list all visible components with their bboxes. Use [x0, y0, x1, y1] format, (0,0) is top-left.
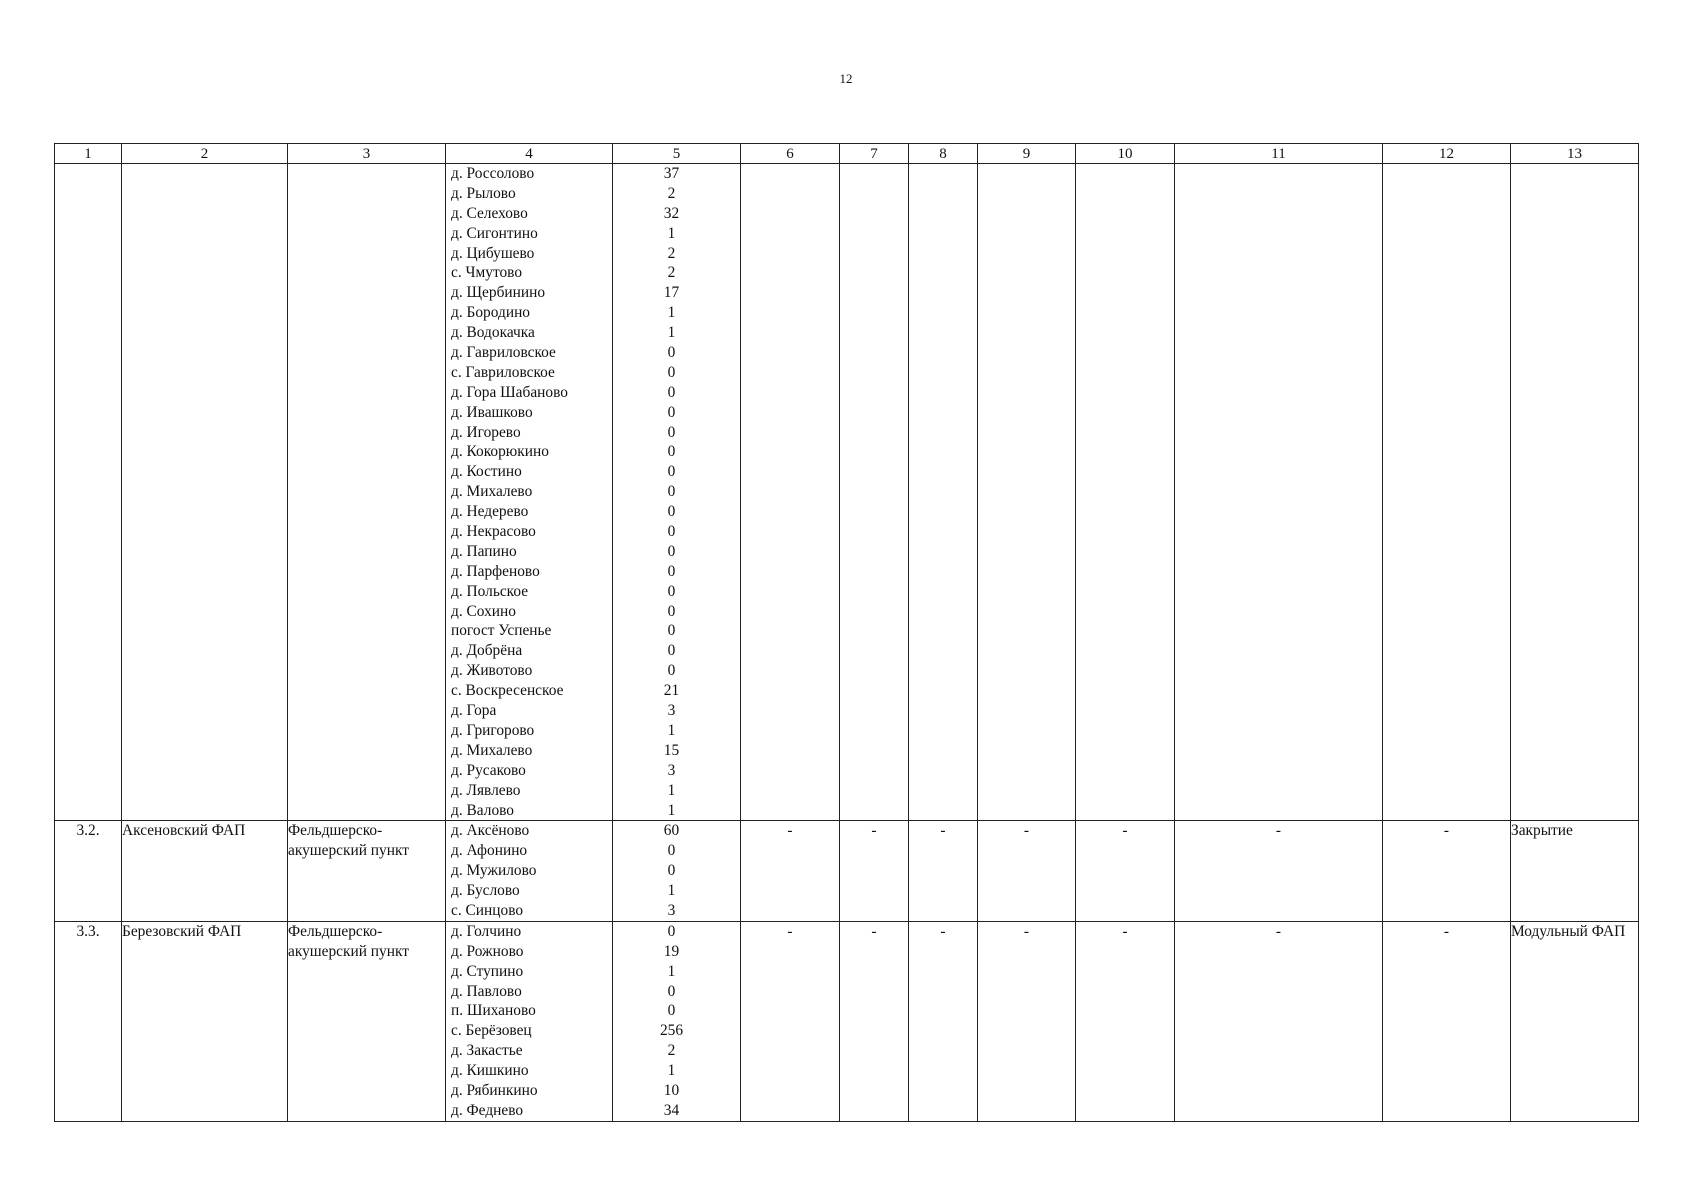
population-count: 1: [667, 1062, 676, 1080]
population-count: 19: [663, 942, 680, 960]
population-count: 1: [667, 324, 676, 342]
population-count: 17: [663, 284, 680, 302]
facility-name: [122, 164, 288, 821]
locality-name: д. Мужилово: [451, 862, 537, 880]
column-11-value: -: [1175, 821, 1383, 921]
header-cell: 11: [1175, 144, 1383, 164]
table-body: [55, 164, 1639, 1122]
population-count: 0: [667, 463, 676, 481]
column-10-value: -: [1076, 821, 1175, 921]
population-count: 34: [663, 1101, 680, 1119]
locality-name: д. Костино: [451, 463, 522, 481]
locality-name: д. Феднево: [451, 1101, 524, 1119]
column-12-value: [1383, 164, 1511, 821]
population-count: 37: [663, 165, 680, 182]
localities-cell: [446, 821, 613, 921]
note-cell: [1511, 164, 1639, 821]
settlements-table: [54, 143, 1639, 1122]
locality-name: д. Папино: [451, 542, 517, 560]
locality-name: д. Водокачка: [451, 324, 535, 342]
header-cell: 9: [978, 144, 1076, 164]
locality-name: д. Михалево: [451, 741, 533, 759]
column-10-value: [1076, 164, 1175, 821]
locality-name: д. Польское: [451, 582, 529, 600]
locality-name: д. Голчино: [451, 922, 522, 940]
population-count: 2: [667, 184, 676, 202]
population-count: 0: [667, 622, 676, 640]
population-count: 0: [667, 403, 676, 421]
column-7-value: -: [840, 821, 909, 921]
population-count: 256: [659, 1022, 684, 1040]
population-count: 10: [663, 1081, 680, 1099]
header-cell: 5: [613, 144, 741, 164]
locality-name: д. Бородино: [451, 304, 531, 322]
locality-name: д. Игорево: [451, 423, 521, 441]
population-count: 0: [667, 542, 676, 560]
column-8-value: -: [909, 921, 978, 1121]
header-cell: 7: [840, 144, 909, 164]
population-count: 0: [667, 443, 676, 461]
population-count: 3: [667, 901, 676, 919]
locality-name: д. Рожново: [451, 942, 524, 960]
table-row: [55, 921, 1639, 1121]
population-count: 3: [667, 761, 676, 779]
population-count: 21: [663, 682, 680, 700]
locality-name: п. Шиханово: [451, 1002, 536, 1020]
facility-name: Березовский ФАП: [122, 921, 288, 1121]
locality-name: д. Рылово: [451, 184, 516, 202]
header-cell: 2: [122, 144, 288, 164]
population-count: 0: [667, 363, 676, 381]
population-count: 3: [667, 702, 676, 720]
table-row: [55, 821, 1639, 921]
header-cell: 13: [1511, 144, 1639, 164]
column-11-value: -: [1175, 921, 1383, 1121]
column-6-value: [741, 164, 840, 821]
locality-name: с. Чмутово: [451, 264, 523, 282]
locality-name: д. Ивашково: [451, 403, 533, 421]
column-7-value: -: [840, 921, 909, 1121]
note-cell: Закрытие: [1511, 821, 1639, 921]
column-9-value: -: [978, 821, 1076, 921]
locality-name: д. Некрасово: [451, 523, 536, 541]
column-8-value: [909, 164, 978, 821]
facility-name: Аксеновский ФАП: [122, 821, 288, 921]
locality-name: д. Михалево: [451, 483, 533, 501]
locality-name: д. Кокорюкино: [451, 443, 549, 461]
population-count: 2: [667, 1042, 676, 1060]
localities-cell: [446, 164, 613, 821]
column-6-value: -: [741, 821, 840, 921]
header-cell: 3: [288, 144, 446, 164]
locality-name: д. Григорово: [451, 721, 535, 739]
locality-name: д. Афонино: [451, 842, 528, 860]
locality-name: д. Буслово: [451, 882, 520, 900]
locality-name: д. Ступино: [451, 962, 524, 980]
population-count: 2: [667, 264, 676, 282]
population-count: 15: [663, 741, 680, 759]
facility-type: Фельдшерско-акушерский пункт: [288, 821, 446, 921]
header-cell: 12: [1383, 144, 1511, 164]
population-count: 1: [667, 882, 676, 900]
population-count: 1: [667, 304, 676, 322]
header-cell: 1: [55, 144, 122, 164]
locality-name: д. Закастье: [451, 1042, 523, 1060]
locality-name: д. Лявлево: [451, 781, 521, 799]
population-count: 0: [667, 344, 676, 362]
locality-name: д. Рябинкино: [451, 1081, 538, 1099]
population-count: 0: [667, 662, 676, 680]
population-count: 60: [663, 822, 680, 840]
population-count: 1: [667, 721, 676, 739]
population-count: 0: [667, 383, 676, 401]
column-12-value: -: [1383, 821, 1511, 921]
locality-name: с. Берёзовец: [451, 1022, 532, 1040]
population-count: 0: [667, 523, 676, 541]
locality-name: д. Цибушево: [451, 244, 535, 262]
facility-type: [288, 164, 446, 821]
locality-name: д. Добрёна: [451, 642, 523, 660]
column-10-value: -: [1076, 921, 1175, 1121]
population-count: 1: [667, 962, 676, 980]
column-9-value: [978, 164, 1076, 821]
population-count: 2: [667, 244, 676, 262]
column-8-value: -: [909, 821, 978, 921]
population-count: 0: [667, 922, 676, 940]
population-count: 0: [667, 862, 676, 880]
population-count: 1: [667, 224, 676, 242]
population-count: 0: [667, 982, 676, 1000]
locality-name: д. Россолово: [451, 165, 535, 182]
population-cell: [613, 164, 741, 821]
population-count: 0: [667, 842, 676, 860]
population-count: 1: [667, 801, 676, 819]
locality-name: д. Недерево: [451, 503, 529, 521]
locality-name: д. Сигонтино: [451, 224, 538, 242]
column-7-value: [840, 164, 909, 821]
locality-name: д. Парфеново: [451, 562, 540, 580]
row-number: 3.2.: [55, 821, 122, 921]
population-count: 0: [667, 582, 676, 600]
column-6-value: -: [741, 921, 840, 1121]
locality-name: д. Гавриловское: [451, 344, 556, 362]
header-row: [55, 144, 1639, 164]
population-cell: [613, 821, 741, 921]
population-count: 32: [663, 204, 680, 222]
header-cell: 8: [909, 144, 978, 164]
note-cell: Модульный ФАП: [1511, 921, 1639, 1121]
locality-name: д. Селехово: [451, 204, 528, 222]
locality-name: с. Воскресенское: [451, 682, 564, 700]
locality-name: д. Сохино: [451, 602, 516, 620]
locality-name: д. Животово: [451, 662, 533, 680]
locality-name: д. Павлово: [451, 982, 522, 1000]
facility-type: Фельдшерско-акушерский пункт: [288, 921, 446, 1121]
page-number: 12: [839, 71, 853, 86]
locality-name: д. Щербинино: [451, 284, 546, 302]
locality-name: д. Русаково: [451, 761, 526, 779]
locality-name: д. Гора: [451, 702, 497, 720]
header-cell: 4: [446, 144, 613, 164]
population-cell: [613, 921, 741, 1121]
column-9-value: -: [978, 921, 1076, 1121]
population-count: 0: [667, 1002, 676, 1020]
population-count: 0: [667, 562, 676, 580]
population-count: 1: [667, 781, 676, 799]
locality-name: погост Успенье: [451, 622, 552, 640]
localities-cell: [446, 921, 613, 1121]
locality-name: д. Гора Шабаново: [451, 383, 568, 401]
table-row: [55, 164, 1639, 821]
locality-name: с. Синцово: [451, 901, 524, 919]
header-cell: 6: [741, 144, 840, 164]
row-number: [55, 164, 122, 821]
locality-name: д. Кишкино: [451, 1062, 529, 1080]
population-count: 0: [667, 642, 676, 660]
column-12-value: -: [1383, 921, 1511, 1121]
locality-name: с. Гавриловское: [451, 363, 555, 381]
population-count: 0: [667, 602, 676, 620]
header-cell: 10: [1076, 144, 1175, 164]
population-count: 0: [667, 503, 676, 521]
locality-name: д. Валово: [451, 801, 514, 819]
population-count: 0: [667, 423, 676, 441]
column-11-value: [1175, 164, 1383, 821]
population-count: 0: [667, 483, 676, 501]
locality-name: д. Аксёново: [451, 822, 530, 840]
row-number: 3.3.: [55, 921, 122, 1121]
